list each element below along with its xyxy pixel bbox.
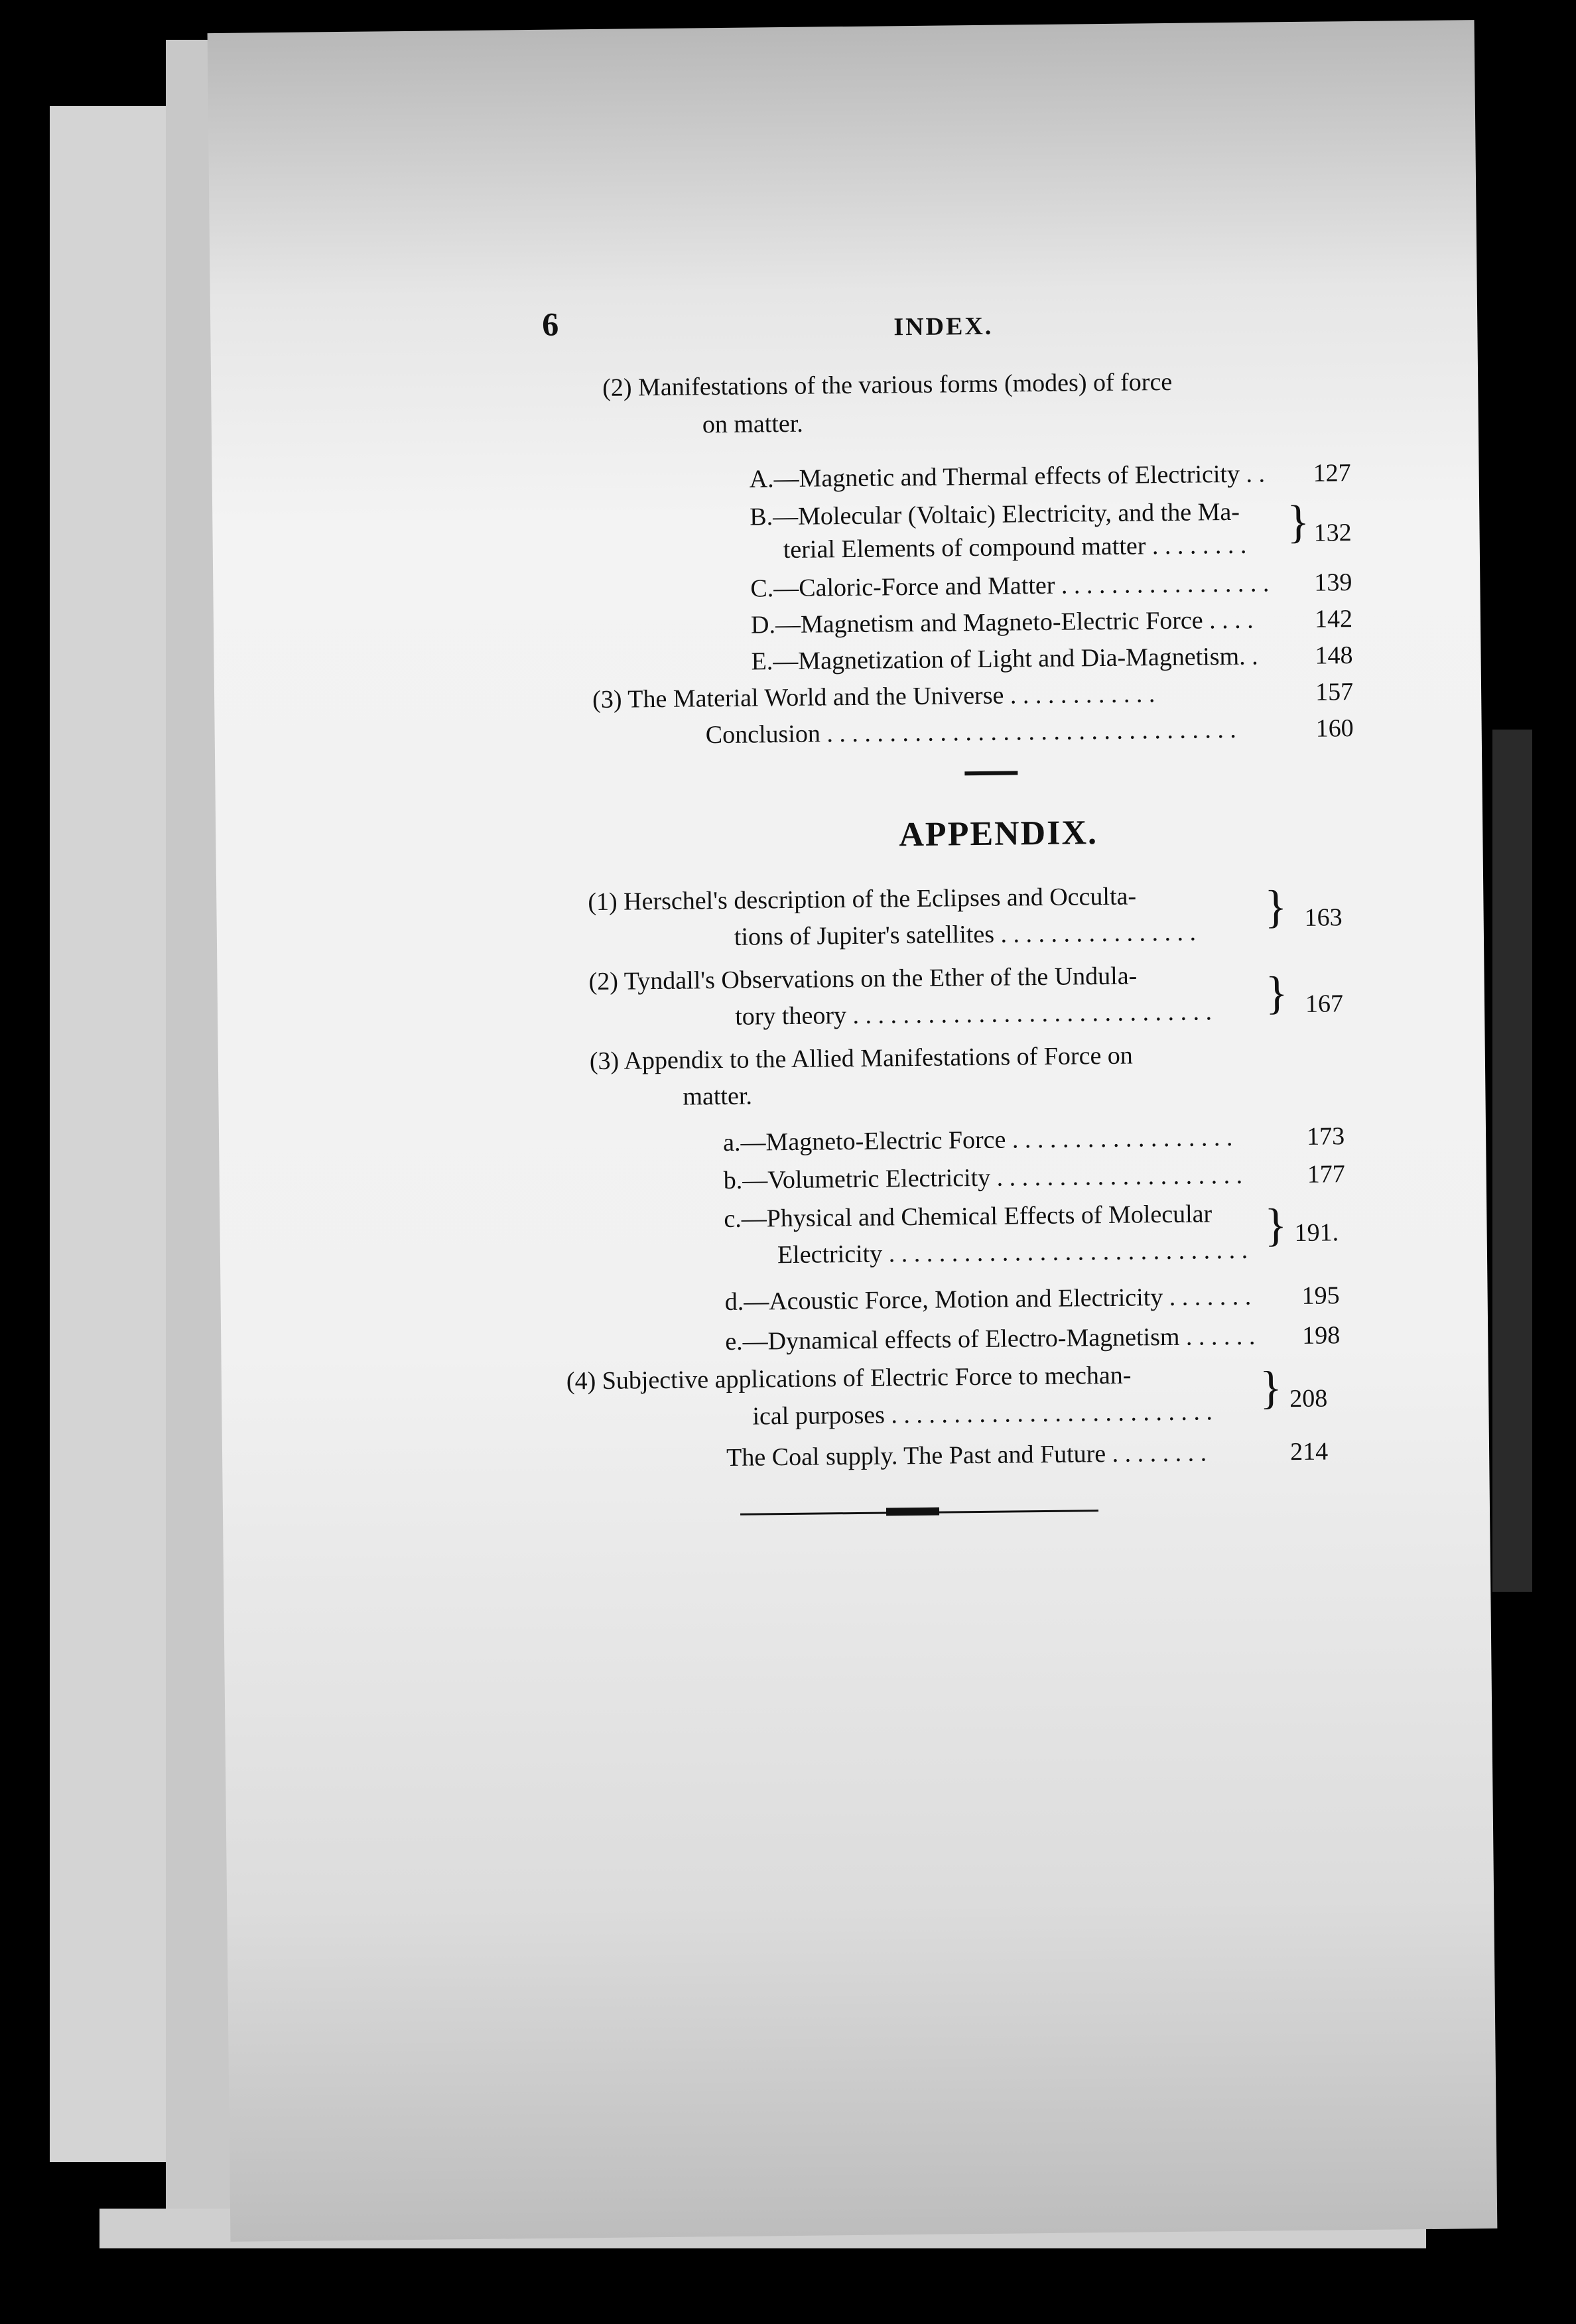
- index-content: [208, 20, 1498, 2242]
- entry-line: (2) Manifestations of the various forms (modes) of force: [602, 367, 1173, 402]
- entry-line: (4) Subjective applications of Electric Force to mechan-: [566, 1361, 1132, 1395]
- entry-line: D.—Magnetism and Magneto-Electric Force . . . .: [750, 606, 1254, 639]
- entry-line: (2) Tyndall's Observations on the Ether of the Undula-: [588, 962, 1138, 996]
- page-ref: 191.: [1294, 1218, 1339, 1248]
- back-sheet-right: [1492, 730, 1532, 1592]
- page-ref: 173: [1306, 1122, 1345, 1151]
- brace: }: [1287, 496, 1310, 549]
- brace: }: [1259, 1362, 1283, 1414]
- page-title: INDEX.: [893, 312, 994, 342]
- page-ref: 142: [1314, 605, 1353, 633]
- entry-line: B.—Molecular (Voltaic) Electricity, and the Ma-: [750, 497, 1240, 531]
- document-page: [208, 20, 1498, 2242]
- entry-line: The Coal supply. The Past and Future . . . . . . . .: [726, 1439, 1207, 1472]
- page-ref: 132: [1313, 519, 1352, 547]
- page-ref: 167: [1305, 990, 1344, 1018]
- entry-line: tions of Jupiter's satellites . . . . . . . . . . . . . . . .: [734, 918, 1197, 951]
- entry-line: matter.: [683, 1082, 753, 1111]
- entry-line: C.—Caloric-Force and Matter . . . . . . . . . . . . . . . . .: [750, 569, 1270, 603]
- entry-line: d.—Acoustic Force, Motion and Electricity . . . . . . .: [724, 1282, 1252, 1317]
- page-ref: 208: [1289, 1384, 1328, 1413]
- entry-line: terial Elements of compound matter . . . . . . . .: [783, 531, 1247, 564]
- entry-line: on matter.: [702, 409, 804, 439]
- brace: }: [1265, 968, 1288, 1019]
- entry-line: e.—Dynamical effects of Electro-Magnetism . . . . . .: [725, 1322, 1256, 1356]
- page-number: 6: [541, 305, 559, 343]
- entry-line: Electricity . . . . . . . . . . . . . . . . . . . . . . . . . . . . .: [777, 1236, 1248, 1269]
- page-ref: 127: [1313, 459, 1351, 487]
- page-ref: 139: [1314, 568, 1352, 597]
- page-ref: 214: [1289, 1437, 1329, 1466]
- entry-line: A.—Magnetic and Thermal effects of Electricity . .: [749, 460, 1266, 493]
- end-rule-center: [886, 1508, 939, 1516]
- page-ref: 195: [1301, 1281, 1340, 1310]
- entry-line: E.—Magnetization of Light and Dia-Magnetism. .: [751, 642, 1258, 676]
- entry-line: ical purposes . . . . . . . . . . . . . . . . . . . . . . . . . .: [752, 1397, 1213, 1431]
- entry-line: c.—Physical and Chemical Effects of Molecular: [724, 1200, 1213, 1234]
- entry-line: (1) Herschel's description of the Eclipses and Occulta-: [588, 882, 1137, 917]
- page-ref: 177: [1307, 1160, 1345, 1189]
- entry-line: (3) Appendix to the Allied Manifestations of Force on: [589, 1041, 1134, 1076]
- page-ref: 163: [1304, 903, 1343, 932]
- entry-line: Conclusion . . . . . . . . . . . . . . . . . . . . . . . . . . . . . . . . .: [705, 715, 1237, 749]
- brace: }: [1264, 881, 1287, 933]
- page-ref: 157: [1315, 678, 1354, 706]
- divider: [964, 771, 1018, 775]
- entry-line: (3) The Material World and the Universe . . . . . . . . . . . .: [592, 680, 1155, 714]
- brace: }: [1264, 1200, 1287, 1252]
- page-ref: 148: [1315, 641, 1353, 670]
- page-ref: 198: [1302, 1321, 1341, 1350]
- entry-line: b.—Volumetric Electricity . . . . . . . . . . . . . . . . . . . .: [723, 1161, 1243, 1195]
- section-heading: APPENDIX.: [899, 814, 1098, 854]
- entry-line: a.—Magneto-Electric Force . . . . . . . . . . . . . . . . . .: [722, 1123, 1233, 1157]
- page-ref: 160: [1315, 714, 1354, 743]
- entry-line: tory theory . . . . . . . . . . . . . . . . . . . . . . . . . . . . .: [734, 998, 1213, 1031]
